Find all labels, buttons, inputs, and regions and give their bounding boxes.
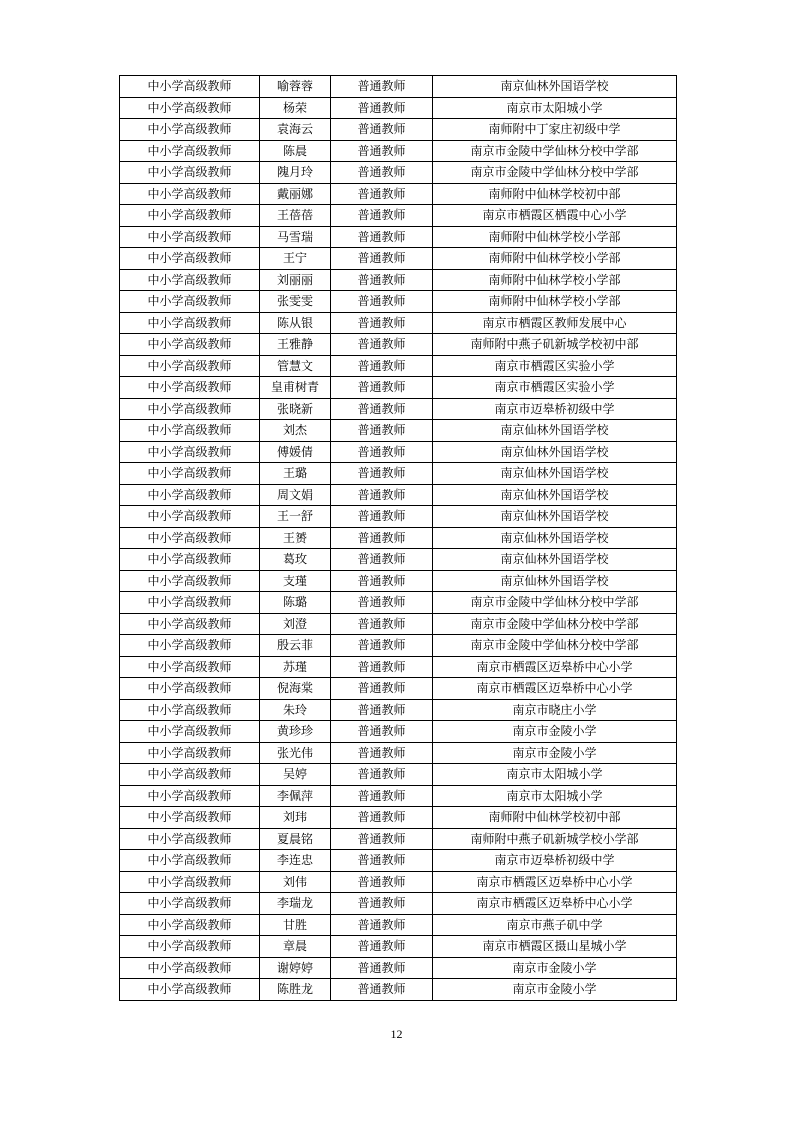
name-cell: 王蓓蓓 xyxy=(260,205,331,227)
role-cell: 普通教师 xyxy=(331,742,433,764)
name-cell: 马雪瑞 xyxy=(260,226,331,248)
name-cell: 李佩萍 xyxy=(260,785,331,807)
school-cell: 南京市太阳城小学 xyxy=(433,97,677,119)
name-cell: 倪海棠 xyxy=(260,678,331,700)
role-cell: 普通教师 xyxy=(331,162,433,184)
table-row xyxy=(120,957,677,979)
name-cell: 谢婷婷 xyxy=(260,957,331,979)
table-row xyxy=(120,291,677,313)
table-row xyxy=(120,441,677,463)
role-cell: 普通教师 xyxy=(331,140,433,162)
table-row xyxy=(120,463,677,485)
school-cell: 南京仙林外国语学校 xyxy=(433,527,677,549)
title-cell: 中小学高级教师 xyxy=(120,205,260,227)
table-row xyxy=(120,592,677,614)
title-cell: 中小学高级教师 xyxy=(120,893,260,915)
name-cell: 张晓新 xyxy=(260,398,331,420)
name-cell: 管慧文 xyxy=(260,355,331,377)
title-cell: 中小学高级教师 xyxy=(120,699,260,721)
name-cell: 章晨 xyxy=(260,936,331,958)
title-cell: 中小学高级教师 xyxy=(120,764,260,786)
table-row xyxy=(120,269,677,291)
table-row xyxy=(120,742,677,764)
table-row xyxy=(120,893,677,915)
title-cell: 中小学高级教师 xyxy=(120,742,260,764)
name-cell: 陈从银 xyxy=(260,312,331,334)
name-cell: 刘杰 xyxy=(260,420,331,442)
title-cell: 中小学高级教师 xyxy=(120,441,260,463)
school-cell: 南京市金陵中学仙林分校中学部 xyxy=(433,162,677,184)
school-cell: 南师附中燕子矶新城学校初中部 xyxy=(433,334,677,356)
name-cell: 黄珍珍 xyxy=(260,721,331,743)
role-cell: 普通教师 xyxy=(331,205,433,227)
title-cell: 中小学高级教师 xyxy=(120,914,260,936)
role-cell: 普通教师 xyxy=(331,828,433,850)
role-cell: 普通教师 xyxy=(331,484,433,506)
name-cell: 戴丽娜 xyxy=(260,183,331,205)
school-cell: 南京仙林外国语学校 xyxy=(433,441,677,463)
role-cell: 普通教师 xyxy=(331,721,433,743)
role-cell: 普通教师 xyxy=(331,398,433,420)
school-cell: 南京市金陵中学仙林分校中学部 xyxy=(433,592,677,614)
title-cell: 中小学高级教师 xyxy=(120,420,260,442)
role-cell: 普通教师 xyxy=(331,377,433,399)
table-row xyxy=(120,355,677,377)
name-cell: 张雯雯 xyxy=(260,291,331,313)
title-cell: 中小学高级教师 xyxy=(120,871,260,893)
school-cell: 南师附中仙林学校小学部 xyxy=(433,226,677,248)
title-cell: 中小学高级教师 xyxy=(120,936,260,958)
title-cell: 中小学高级教师 xyxy=(120,76,260,98)
table-row xyxy=(120,613,677,635)
school-cell: 南京市栖霞区栖霞中心小学 xyxy=(433,205,677,227)
name-cell: 张光伟 xyxy=(260,742,331,764)
table-row xyxy=(120,183,677,205)
table-body xyxy=(120,76,677,1001)
school-cell: 南京仙林外国语学校 xyxy=(433,76,677,98)
title-cell: 中小学高级教师 xyxy=(120,506,260,528)
table-row xyxy=(120,678,677,700)
school-cell: 南京市太阳城小学 xyxy=(433,764,677,786)
title-cell: 中小学高级教师 xyxy=(120,463,260,485)
name-cell: 傅媛倩 xyxy=(260,441,331,463)
title-cell: 中小学高级教师 xyxy=(120,957,260,979)
name-cell: 李连忠 xyxy=(260,850,331,872)
school-cell: 南师附中仙林学校初中部 xyxy=(433,807,677,829)
table-row xyxy=(120,979,677,1001)
role-cell: 普通教师 xyxy=(331,764,433,786)
name-cell: 李瑞龙 xyxy=(260,893,331,915)
table-row xyxy=(120,570,677,592)
title-cell: 中小学高级教师 xyxy=(120,592,260,614)
name-cell: 陈晨 xyxy=(260,140,331,162)
title-cell: 中小学高级教师 xyxy=(120,226,260,248)
name-cell: 吴婷 xyxy=(260,764,331,786)
name-cell: 刘玮 xyxy=(260,807,331,829)
role-cell: 普通教师 xyxy=(331,312,433,334)
role-cell: 普通教师 xyxy=(331,635,433,657)
role-cell: 普通教师 xyxy=(331,527,433,549)
name-cell: 王宁 xyxy=(260,248,331,270)
school-cell: 南京市太阳城小学 xyxy=(433,785,677,807)
school-cell: 南京仙林外国语学校 xyxy=(433,484,677,506)
name-cell: 葛玫 xyxy=(260,549,331,571)
title-cell: 中小学高级教师 xyxy=(120,312,260,334)
table-row xyxy=(120,871,677,893)
role-cell: 普通教师 xyxy=(331,656,433,678)
school-cell: 南京市金陵小学 xyxy=(433,721,677,743)
title-cell: 中小学高级教师 xyxy=(120,527,260,549)
table-row xyxy=(120,936,677,958)
role-cell: 普通教师 xyxy=(331,957,433,979)
role-cell: 普通教师 xyxy=(331,893,433,915)
title-cell: 中小学高级教师 xyxy=(120,248,260,270)
role-cell: 普通教师 xyxy=(331,871,433,893)
title-cell: 中小学高级教师 xyxy=(120,850,260,872)
role-cell: 普通教师 xyxy=(331,549,433,571)
school-cell: 南京市栖霞区摄山星城小学 xyxy=(433,936,677,958)
title-cell: 中小学高级教师 xyxy=(120,140,260,162)
table-row xyxy=(120,527,677,549)
table-row xyxy=(120,506,677,528)
name-cell: 王一舒 xyxy=(260,506,331,528)
school-cell: 南京市燕子矶中学 xyxy=(433,914,677,936)
table-row xyxy=(120,807,677,829)
table-row xyxy=(120,334,677,356)
title-cell: 中小学高级教师 xyxy=(120,828,260,850)
teacher-list-table xyxy=(119,75,677,1001)
table-row xyxy=(120,828,677,850)
role-cell: 普通教师 xyxy=(331,183,433,205)
name-cell: 朱玲 xyxy=(260,699,331,721)
table-row xyxy=(120,226,677,248)
role-cell: 普通教师 xyxy=(331,76,433,98)
name-cell: 周文娟 xyxy=(260,484,331,506)
role-cell: 普通教师 xyxy=(331,226,433,248)
role-cell: 普通教师 xyxy=(331,570,433,592)
title-cell: 中小学高级教师 xyxy=(120,269,260,291)
table-row xyxy=(120,162,677,184)
name-cell: 杨荣 xyxy=(260,97,331,119)
name-cell: 刘伟 xyxy=(260,871,331,893)
table-row xyxy=(120,398,677,420)
name-cell: 陈璐 xyxy=(260,592,331,614)
title-cell: 中小学高级教师 xyxy=(120,355,260,377)
school-cell: 南师附中仙林学校初中部 xyxy=(433,183,677,205)
title-cell: 中小学高级教师 xyxy=(120,334,260,356)
role-cell: 普通教师 xyxy=(331,291,433,313)
school-cell: 南师附中仙林学校小学部 xyxy=(433,269,677,291)
page-number: 12 xyxy=(390,1027,403,1041)
table-row xyxy=(120,656,677,678)
school-cell: 南京仙林外国语学校 xyxy=(433,420,677,442)
school-cell: 南京市金陵中学仙林分校中学部 xyxy=(433,635,677,657)
title-cell: 中小学高级教师 xyxy=(120,549,260,571)
table-row xyxy=(120,97,677,119)
title-cell: 中小学高级教师 xyxy=(120,570,260,592)
role-cell: 普通教师 xyxy=(331,785,433,807)
role-cell: 普通教师 xyxy=(331,463,433,485)
table-row xyxy=(120,420,677,442)
name-cell: 陈胜龙 xyxy=(260,979,331,1001)
role-cell: 普通教师 xyxy=(331,269,433,291)
table-row xyxy=(120,721,677,743)
table-row xyxy=(120,140,677,162)
title-cell: 中小学高级教师 xyxy=(120,635,260,657)
name-cell: 刘澄 xyxy=(260,613,331,635)
table-row xyxy=(120,914,677,936)
school-cell: 南京仙林外国语学校 xyxy=(433,570,677,592)
title-cell: 中小学高级教师 xyxy=(120,97,260,119)
table-row xyxy=(120,764,677,786)
role-cell: 普通教师 xyxy=(331,979,433,1001)
role-cell: 普通教师 xyxy=(331,613,433,635)
title-cell: 中小学高级教师 xyxy=(120,398,260,420)
school-cell: 南京市迈皋桥初级中学 xyxy=(433,398,677,420)
role-cell: 普通教师 xyxy=(331,506,433,528)
school-cell: 南京市晓庄小学 xyxy=(433,699,677,721)
school-cell: 南京市栖霞区实验小学 xyxy=(433,355,677,377)
role-cell: 普通教师 xyxy=(331,420,433,442)
role-cell: 普通教师 xyxy=(331,850,433,872)
title-cell: 中小学高级教师 xyxy=(120,979,260,1001)
school-cell: 南京市金陵中学仙林分校中学部 xyxy=(433,613,677,635)
table-row xyxy=(120,699,677,721)
name-cell: 刘丽丽 xyxy=(260,269,331,291)
school-cell: 南京仙林外国语学校 xyxy=(433,506,677,528)
role-cell: 普通教师 xyxy=(331,936,433,958)
title-cell: 中小学高级教师 xyxy=(120,721,260,743)
table-row xyxy=(120,484,677,506)
role-cell: 普通教师 xyxy=(331,699,433,721)
title-cell: 中小学高级教师 xyxy=(120,613,260,635)
name-cell: 王璐 xyxy=(260,463,331,485)
school-cell: 南京市金陵小学 xyxy=(433,742,677,764)
role-cell: 普通教师 xyxy=(331,678,433,700)
school-cell: 南京市栖霞区迈皋桥中心小学 xyxy=(433,678,677,700)
name-cell: 皇甫树青 xyxy=(260,377,331,399)
table-row xyxy=(120,119,677,141)
title-cell: 中小学高级教师 xyxy=(120,183,260,205)
school-cell: 南京市迈皋桥初级中学 xyxy=(433,850,677,872)
role-cell: 普通教师 xyxy=(331,592,433,614)
name-cell: 袁海云 xyxy=(260,119,331,141)
table-row xyxy=(120,76,677,98)
name-cell: 隗月玲 xyxy=(260,162,331,184)
school-cell: 南京市栖霞区迈皋桥中心小学 xyxy=(433,871,677,893)
title-cell: 中小学高级教师 xyxy=(120,291,260,313)
name-cell: 支瑾 xyxy=(260,570,331,592)
school-cell: 南京市栖霞区迈皋桥中心小学 xyxy=(433,656,677,678)
table-row xyxy=(120,549,677,571)
name-cell: 王赟 xyxy=(260,527,331,549)
role-cell: 普通教师 xyxy=(331,914,433,936)
table-row xyxy=(120,377,677,399)
school-cell: 南京市金陵小学 xyxy=(433,957,677,979)
title-cell: 中小学高级教师 xyxy=(120,785,260,807)
title-cell: 中小学高级教师 xyxy=(120,484,260,506)
title-cell: 中小学高级教师 xyxy=(120,119,260,141)
table-row xyxy=(120,248,677,270)
role-cell: 普通教师 xyxy=(331,807,433,829)
school-cell: 南京市栖霞区实验小学 xyxy=(433,377,677,399)
name-cell: 喻蓉蓉 xyxy=(260,76,331,98)
title-cell: 中小学高级教师 xyxy=(120,162,260,184)
school-cell: 南京市金陵中学仙林分校中学部 xyxy=(433,140,677,162)
role-cell: 普通教师 xyxy=(331,248,433,270)
role-cell: 普通教师 xyxy=(331,334,433,356)
title-cell: 中小学高级教师 xyxy=(120,377,260,399)
role-cell: 普通教师 xyxy=(331,441,433,463)
school-cell: 南京仙林外国语学校 xyxy=(433,549,677,571)
school-cell: 南京市栖霞区教师发展中心 xyxy=(433,312,677,334)
name-cell: 甘胜 xyxy=(260,914,331,936)
table-row xyxy=(120,635,677,657)
name-cell: 苏瑾 xyxy=(260,656,331,678)
name-cell: 殷云菲 xyxy=(260,635,331,657)
table-row xyxy=(120,205,677,227)
table-row xyxy=(120,312,677,334)
school-cell: 南京仙林外国语学校 xyxy=(433,463,677,485)
role-cell: 普通教师 xyxy=(331,355,433,377)
table-row xyxy=(120,850,677,872)
school-cell: 南京市栖霞区迈皋桥中心小学 xyxy=(433,893,677,915)
title-cell: 中小学高级教师 xyxy=(120,807,260,829)
school-cell: 南京市金陵小学 xyxy=(433,979,677,1001)
school-cell: 南师附中燕子矶新城学校小学部 xyxy=(433,828,677,850)
school-cell: 南师附中仙林学校小学部 xyxy=(433,248,677,270)
title-cell: 中小学高级教师 xyxy=(120,678,260,700)
school-cell: 南师附中丁家庄初级中学 xyxy=(433,119,677,141)
name-cell: 夏晨铭 xyxy=(260,828,331,850)
title-cell: 中小学高级教师 xyxy=(120,656,260,678)
school-cell: 南师附中仙林学校小学部 xyxy=(433,291,677,313)
name-cell: 王雅静 xyxy=(260,334,331,356)
role-cell: 普通教师 xyxy=(331,119,433,141)
table-row xyxy=(120,785,677,807)
role-cell: 普通教师 xyxy=(331,97,433,119)
